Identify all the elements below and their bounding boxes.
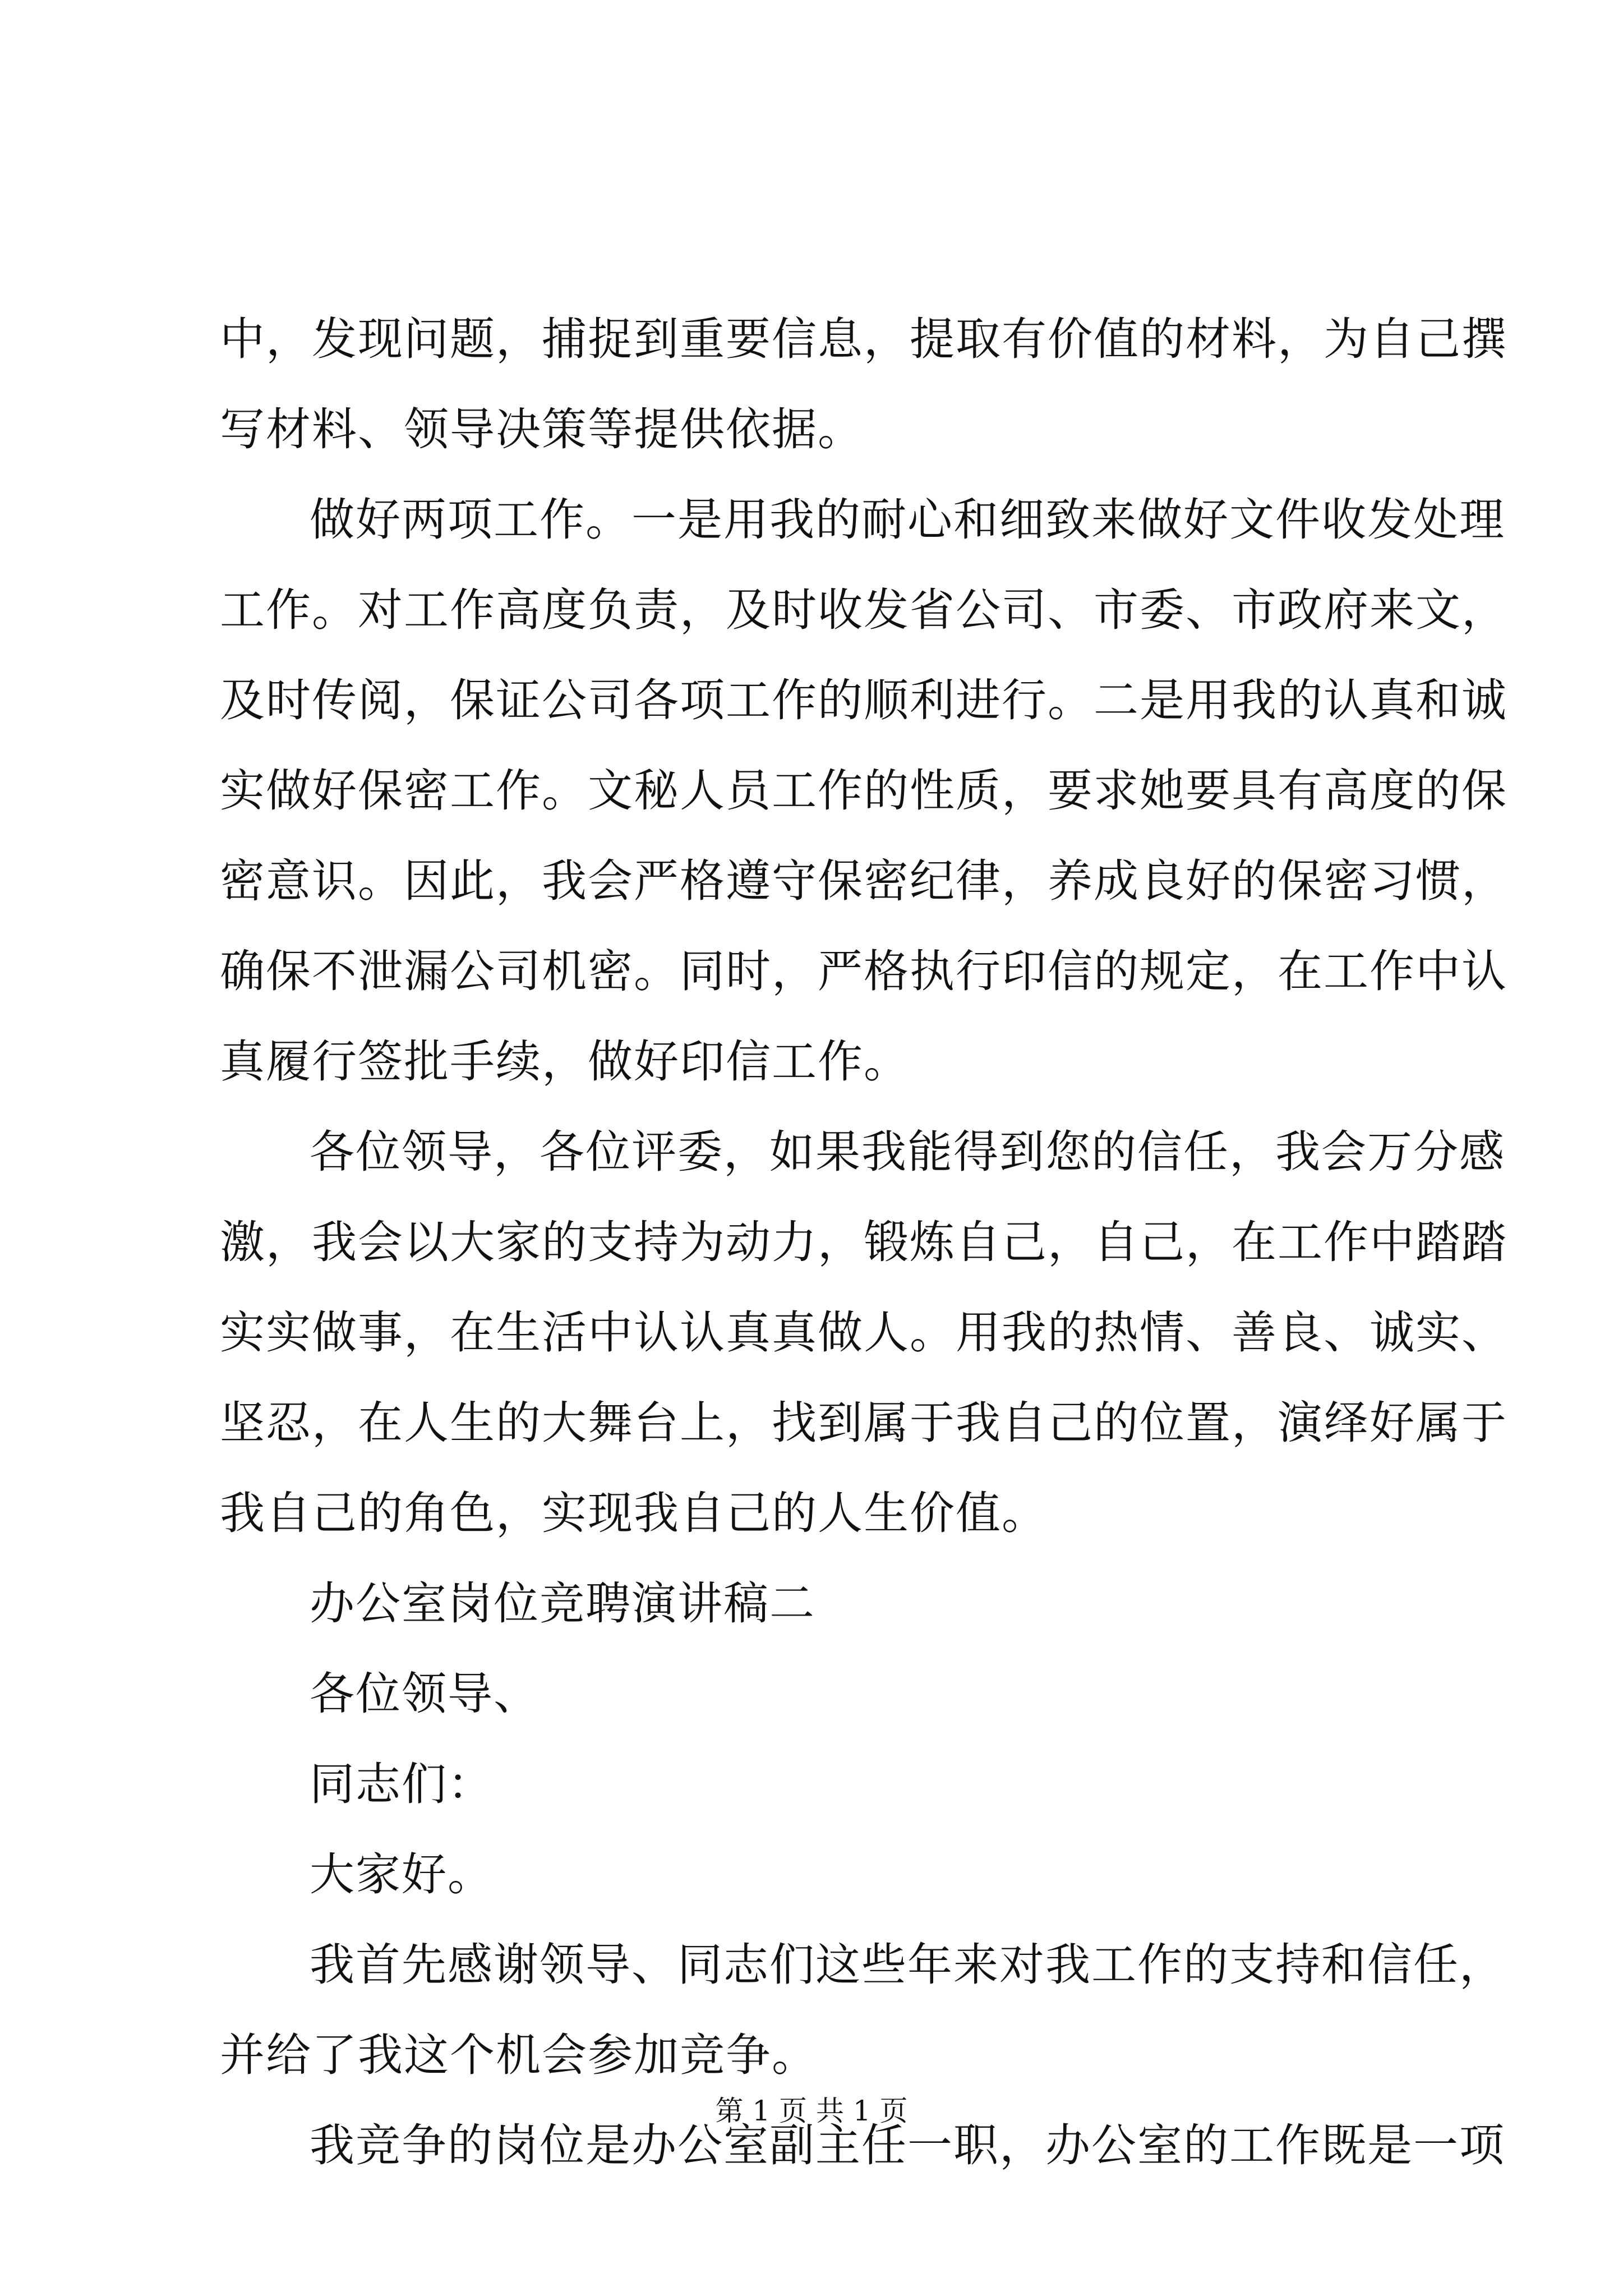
paragraph-start-line: 我竞争的岗位是办公室副主任一职，办公室的工作既是一项 — [310, 2119, 1505, 2171]
text-line: 工作。对工作高度负责，及时收发省公司、市委、市政府来文， — [220, 584, 1507, 636]
paragraph-start-line: 做好两项工作。一是用我的耐心和细致来做好文件收发处理 — [310, 494, 1505, 546]
paragraph-start-line: 我首先感谢领导、同志们这些年来对我工作的支持和信任， — [310, 1939, 1505, 1991]
text-line: 确保不泄漏公司机密。同时，严格执行印信的规定，在工作中认 — [220, 945, 1507, 997]
text-line: 密意识。因此，我会严格遵守保密纪律，养成良好的保密习惯， — [220, 855, 1507, 907]
text-line: 真履行签批手续，做好印信工作。 — [220, 1036, 910, 1088]
text-line: 我自己的角色，实现我自己的人生价值。 — [220, 1487, 1048, 1539]
text-line: 并给了我这个机会参加竞争。 — [220, 2029, 818, 2081]
greeting-line: 大家好。 — [310, 1848, 494, 1901]
document-body — [220, 294, 1507, 2191]
paragraph-start-line: 各位领导，各位评委，如果我能得到您的信任，我会万分感 — [310, 1126, 1505, 1178]
salutation-line: 同志们： — [310, 1758, 494, 1810]
text-line: 激，我会以大家的支持为动力，锻炼自己，自己，在工作中踏踏 — [220, 1216, 1507, 1268]
text-line: 实做好保密工作。文秘人员工作的性质，要求她要具有高度的保 — [220, 765, 1507, 817]
salutation-line: 各位领导、 — [310, 1668, 540, 1720]
text-line: 及时传阅，保证公司各项工作的顺利进行。二是用我的认真和诚 — [220, 674, 1507, 726]
section-heading: 办公室岗位竞聘演讲稿二 — [310, 1577, 815, 1630]
text-line: 中，发现问题，捕捉到重要信息，提取有价值的材料，为自己撰 — [220, 313, 1507, 365]
text-line: 实实做事，在生活中认认真真做人。用我的热情、善良、诚实、 — [220, 1306, 1507, 1359]
page-number-label: 第 1 页 共 1 页 — [715, 2095, 908, 2127]
text-line: 坚忍，在人生的大舞台上，找到属于我自己的位置，演绎好属于 — [220, 1397, 1507, 1449]
text-line: 写材料、领导决策等提供依据。 — [220, 403, 864, 455]
page-footer — [0, 2091, 1623, 2131]
